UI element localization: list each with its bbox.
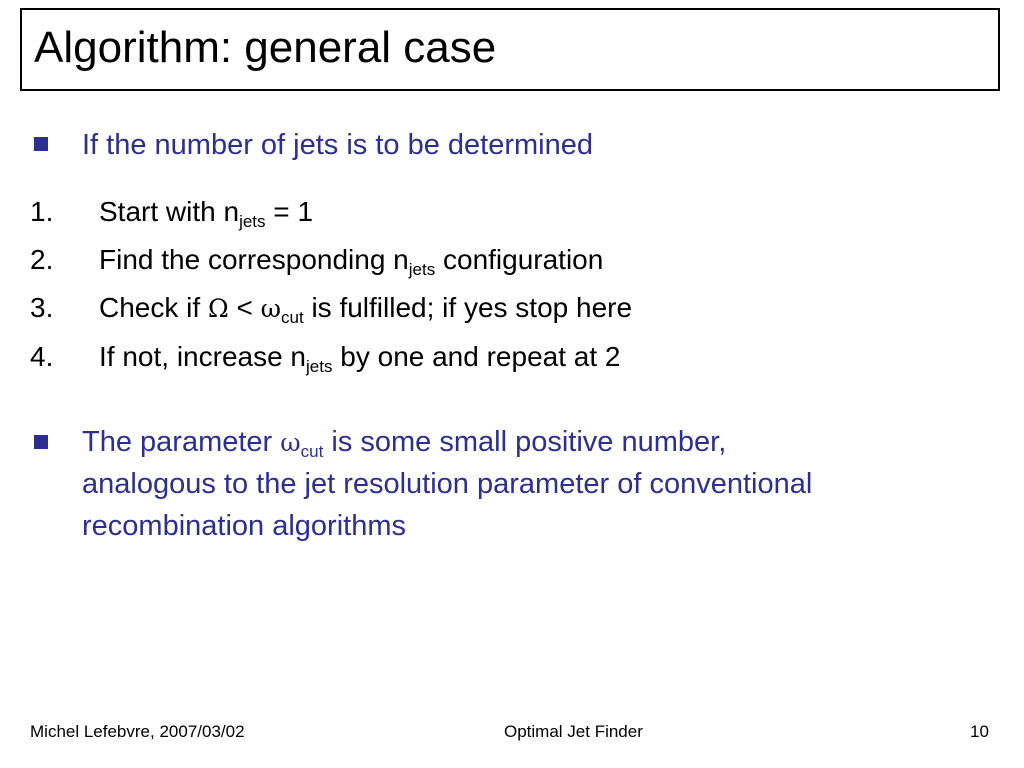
bullet-square-icon (34, 435, 48, 449)
omega-symbol: ω (260, 294, 281, 323)
bullet-square-icon (34, 137, 48, 151)
bullet-2-line-1 (82, 422, 726, 463)
step-4-sub: jets (306, 357, 333, 376)
step-2-text-a: Find the corresponding n (99, 244, 409, 275)
step-1-number: 1. (30, 196, 54, 227)
step-3-text-a: Check if (99, 292, 208, 323)
step-3-sub: cut (280, 308, 304, 327)
omega-capital-symbol: Ω (207, 294, 229, 323)
step-2-sub: jets (408, 260, 436, 279)
bullet-1-text: If the number of jets is to be determined (82, 129, 593, 161)
omega-symbol: ω (280, 428, 301, 457)
bullet-2-line-3: recombination algorithms (82, 510, 406, 542)
step-4-text-b: by one and repeat at 2 (332, 341, 621, 372)
step-1-sub: jets (239, 212, 266, 231)
step-4-text (99, 337, 620, 377)
step-3-text-b: is fulfilled; if yes stop here (303, 292, 633, 323)
step-4-number: 4. (30, 341, 54, 372)
step-3-text (99, 288, 632, 329)
step-2-text-b: configuration (435, 244, 604, 275)
step-2-number: 2. (30, 244, 54, 275)
less-than-sign: < (228, 292, 261, 323)
title-box (20, 8, 1000, 91)
step-4-text-a: If not, increase n (99, 341, 307, 372)
bullet-2-text-a: The parameter (82, 426, 281, 458)
bullet-2-text-b: is some small positive number, (323, 426, 727, 458)
step-1-text (99, 192, 313, 232)
step-1-text-b: = 1 (265, 196, 314, 227)
footer-page-number: 10 (970, 722, 989, 741)
bullet-2-line-2: analogous to the jet resolution parameter of conventional (82, 468, 813, 500)
slide-title: Algorithm: general case (34, 23, 497, 72)
footer-author: Michel Lefebvre, 2007/03/02 (30, 722, 245, 741)
bullet-2-sub: cut (300, 442, 324, 461)
step-3-number: 3. (30, 292, 54, 323)
step-1-text-a: Start with n (99, 196, 240, 227)
step-2-text (99, 240, 603, 280)
footer-title: Optimal Jet Finder (504, 722, 643, 741)
